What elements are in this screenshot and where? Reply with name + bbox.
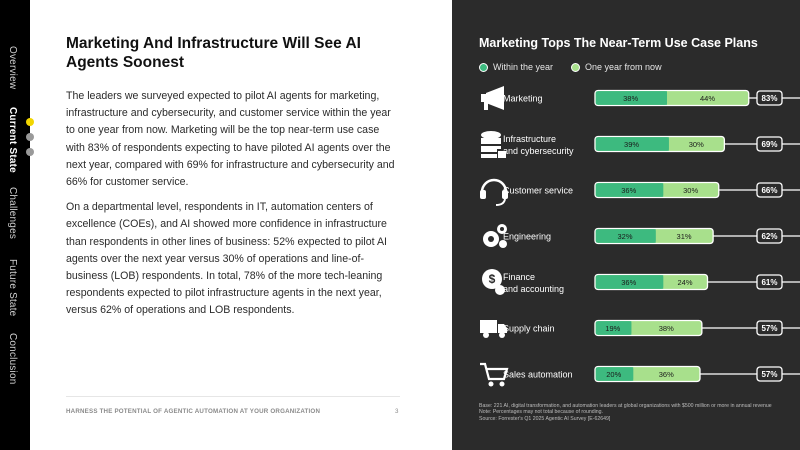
article [66,34,400,320]
nav-future-state[interactable]: Future State [7,259,18,317]
value-label-within-year: 39% [624,140,640,149]
total-label: 62% [761,232,778,241]
article-paragraph-2: On a departmental level, respondents in IT, automation centers of excellence (COEs), and AI showed more confidence in infrastructure than respondents in other lines of business: 52% expected to pilot AI agents over the next year versus 30% of operations and line-of-business (LOB) respondents. In total, 78% of the more tech-leaning respondents expected to pilot infrastructure agents in the next year, versus 62% of operations and LOB respondents. [66,201,387,317]
page-title-line2: Agents Soonest [66,54,184,71]
category-label: Engineering [503,231,552,242]
value-label-within-year: 36% [621,278,637,287]
chart-panel [452,0,800,450]
value-label-one-year: 30% [688,140,704,149]
value-label-one-year: 44% [699,94,716,103]
legend-label-one-year: One year from now [585,62,662,72]
note-rounding: Note: Percentages may not total because of rounding. [479,409,604,416]
legend-swatch-one-year [571,63,580,72]
total-label: 69% [761,140,778,149]
value-label-within-year: 19% [605,324,621,333]
value-label-one-year: 30% [683,186,699,195]
article-paragraph-1: The leaders we surveyed expected to pilot AI agents for marketing, infrastructure and cybersecurity, and customer service within the year to one year from now. Marketing will be the top near-term use case with 83% of respondents expecting to have piloted AI agents over the next year, compared with 69% for infrastructure and cybersecurity and 66% for customer service. [66,90,395,189]
progress-dot-active[interactable] [26,118,34,126]
value-label-one-year: 36% [658,370,674,379]
category-label: Sales automation [503,369,573,380]
total-label: 57% [761,370,778,379]
chart-canvas [452,0,800,400]
page-title [66,34,400,72]
total-label: 83% [761,94,778,103]
footer-text: HARNESS THE POTENTIAL OF AGENTIC AUTOMATION AT YOUR ORGANIZATION [66,408,321,415]
nav-conclusion[interactable]: Conclusion [7,333,18,385]
dollar-coin-icon [482,269,505,295]
side-nav [0,0,30,450]
nav-current-state[interactable]: Current State [7,107,18,173]
category-label: Supply chain [503,323,555,334]
category-label: Customer service [503,185,574,196]
value-label-one-year: 38% [658,324,674,333]
megaphone-icon [481,86,504,110]
progress-dot[interactable] [26,133,34,141]
footer-divider [66,396,400,397]
note-source: Source: Forrester's Q1 2025 Agentic AI Survey [E-62649] [479,415,611,422]
value-label-within-year: 32% [617,232,633,241]
nav-overview[interactable]: Overview [7,46,18,90]
value-label-within-year: 36% [621,186,637,195]
category-label: Finance and accounting [503,272,565,294]
section-progress-dots [26,118,36,163]
legend-item-within-year [479,62,553,72]
page-title-line1: Marketing And Infrastructure Will See AI [66,35,361,52]
value-label-within-year: 38% [623,94,639,103]
total-label: 66% [761,186,778,195]
legend-swatch-within-year [479,63,488,72]
chart-notes [479,403,779,422]
category-label: Infrastructure and cybersecurity [503,134,574,156]
value-label-one-year: 24% [677,278,693,287]
nav-challenges[interactable]: Challenges [7,187,18,240]
legend-item-one-year [571,62,662,72]
value-label-one-year: 31% [676,232,692,241]
svg-text:$: $ [488,272,496,286]
page-number: 3 [395,408,399,415]
category-label: Marketing [503,93,543,104]
total-label: 57% [761,324,778,333]
chart-legend [479,62,662,72]
total-label: 61% [761,278,778,287]
progress-dot[interactable] [26,148,34,156]
legend-label-within-year: Within the year [493,62,554,72]
chart-title: Marketing Tops The Near-Term Use Case Plans [479,36,758,50]
value-label-within-year: 20% [606,370,622,379]
note-base: Base: 221 AI, digital transformation, and automation leaders at global organizations with $500 million or more in annual revenue [479,403,772,409]
